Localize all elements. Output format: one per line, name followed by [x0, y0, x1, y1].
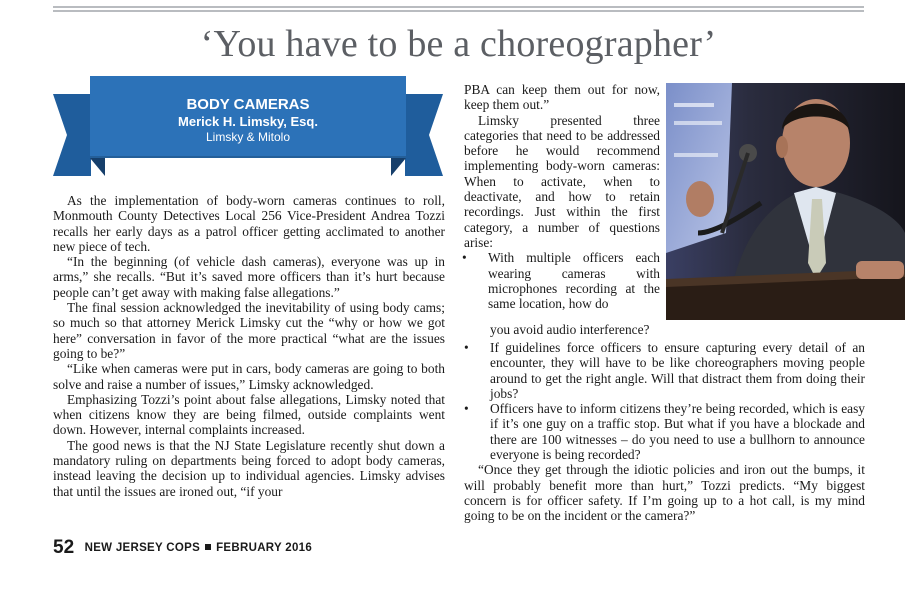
bullet-glyph: • [464, 340, 469, 355]
article-column-right-bottom [464, 340, 865, 524]
publication-name: NEW JERSEY COPS [84, 542, 201, 554]
paragraph: “Once they get through the idiotic policies and iron out the bumps, it will probably benefit more than hurt,” Tozzi predicts. “My biggest concern is for officer safety. If I’m going up to a hot call, is my mind going to be on the incident or the camera?” [464, 462, 865, 524]
bullet-glyph: • [462, 250, 467, 266]
paragraph: The good news is that the NJ State Legislature recently shut down a mandatory ruling on departments being forced to adopt body cameras, instead leaving the decision up to individual agencies. Limsky advises that until the issues are ironed out, “if your [53, 437, 445, 499]
paragraph: The final session acknowledged the inevitability of using body cams; so much so that attorney Merick Limsky cut the “why or how we got here” conversation in favor of the more practical “what are the issues going to be?” [53, 300, 445, 361]
article-column-left [53, 193, 445, 499]
list-item-text: If guidelines force officers to ensure capturing every detail of an encounter, they will have to be like choreographers moving people around to get the right angle. Will that distract them from doing their jobs? [490, 340, 865, 401]
bullet-list [464, 340, 865, 462]
list-item-text: With multiple officers each wearing cameras with microphones recording at the same location, how do [488, 250, 660, 312]
author-name: Merick H. Limsky, Esq. [178, 114, 318, 129]
paragraph-continuation: PBA can keep them out for now, keep them out.” [464, 82, 660, 113]
paragraph: As the implementation of body-worn cameras continues to roll, Monmouth County Detectives Local 256 Vice-President Andrea Tozzi recalls her early days as a patrol officer getting acclimated to another new piece of tech. [53, 193, 445, 254]
list-item-text: Officers have to inform citizens they’re being recorded, which is easy if it’s one guy on a traffic stop. But what if you have a blockade and there are 100 witnesses – do you need to use a bullhorn to announce everyone is being recorded? [490, 401, 865, 463]
paragraph: “Like when cameras were put in cars, body cameras are going to both solve and raise a number of issues,” Limsky acknowledged. [53, 361, 445, 392]
article-column-right-top [464, 82, 660, 311]
banner-text [90, 76, 406, 158]
top-rule [53, 6, 864, 8]
section-banner [53, 76, 443, 180]
bullet-list [464, 250, 660, 311]
paragraph: “In the beginning (of vehicle dash cameras), everyone was up in arms,” she recalls. “But it’s saved more officers than it’s hurt because people can’t get away with making false allegations.” [53, 254, 445, 300]
speaker-photo [666, 83, 905, 320]
speaker-photo-image [666, 83, 905, 320]
paragraph: Limsky presented three categories that need to be addressed before he would recommend implementing body-worn cameras: When to activate, when to deactivate, and how to retain recordings. Just within the first category, a number of questions arise: [464, 112, 660, 250]
bullet-continuation: you avoid audio interference? [490, 322, 650, 337]
top-rule-secondary [53, 10, 864, 12]
section-category: BODY CAMERAS [186, 96, 310, 113]
page-number: 52 [53, 537, 75, 558]
list-item [464, 340, 865, 401]
bullet-glyph: • [464, 401, 469, 417]
list-item [464, 401, 865, 462]
footer-separator [205, 544, 211, 550]
paragraph: Emphasizing Tozzi’s point about false allegations, Limsky noted that when citizens know they are being filmed, outside complaints went down. However, internal complaints increased. [53, 391, 445, 438]
page-footer [53, 537, 312, 559]
issue-date: FEBRUARY 2016 [216, 542, 313, 554]
list-item [462, 250, 660, 311]
headline: ‘You have to be a choreographer’ [200, 23, 717, 65]
author-firm: Limsky & Mitolo [205, 130, 291, 144]
